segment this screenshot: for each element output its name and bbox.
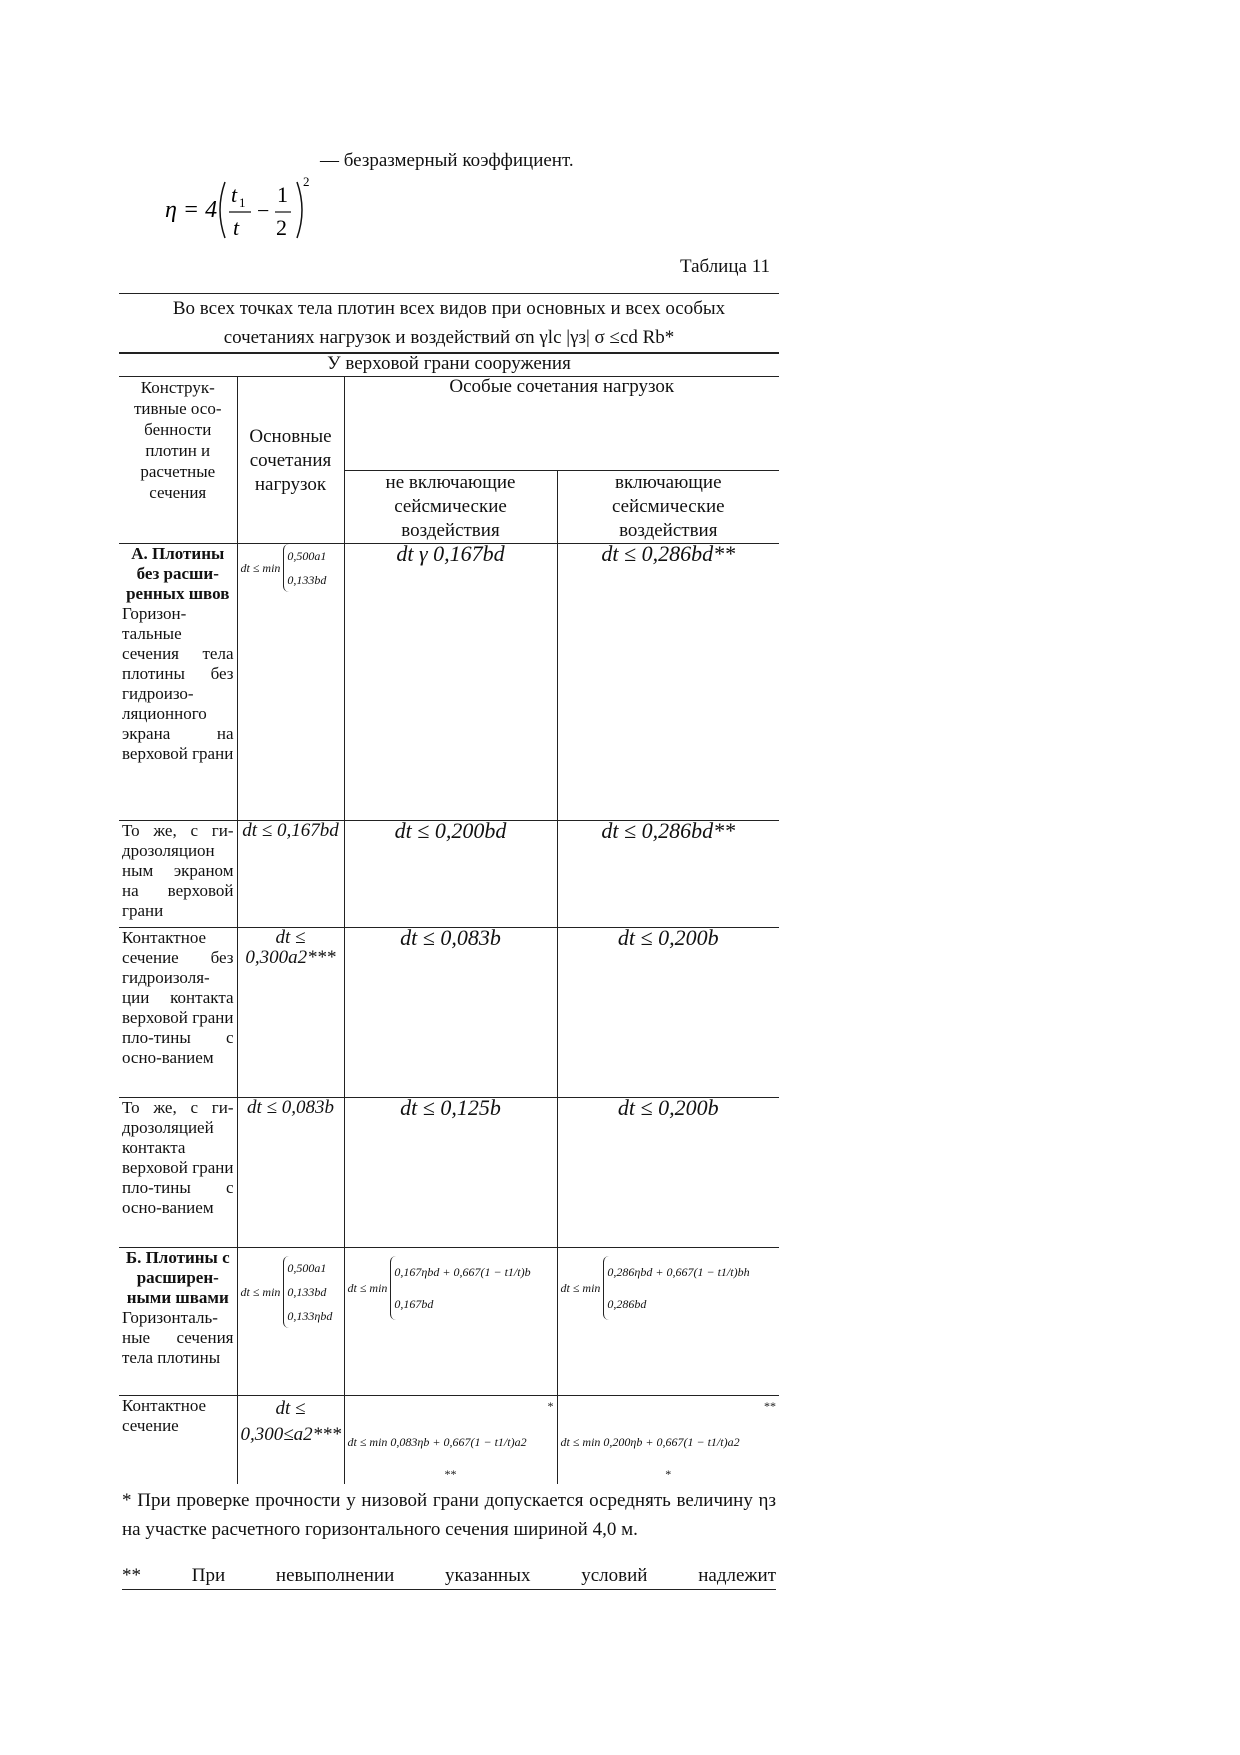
row-6-c4-star-top: ** [764, 1399, 777, 1413]
row-6-c4-star-bot: * [665, 1467, 672, 1481]
table-caption: Таблица 11 [679, 256, 770, 277]
row-3-c3: dt ≤ 0,083b [344, 928, 557, 1098]
row-6-c3-star-top: * [547, 1399, 554, 1413]
table-row [119, 1396, 779, 1485]
row-a-c1 [119, 544, 237, 821]
row-b-c2-c: 0,133bd [287, 1285, 327, 1299]
formula-num2: 1 [277, 182, 288, 207]
col-header-c2: Основные сочетания нагрузок [237, 377, 344, 544]
row-4-c3: dt ≤ 0,125b [344, 1098, 557, 1248]
row-b-c2-min: dt ≤ min [240, 1285, 281, 1299]
row-4-c1: То же, с ги-дрозоляцией контакта верховой грани пло-тины с осно-ванием [119, 1098, 237, 1248]
row-6-c3-formula: dt ≤ min 0,083ηb + 0,667(1 − t1/t)a2 [347, 1435, 527, 1449]
row-a-c2-min: dt ≤ min [240, 561, 281, 575]
row-b-c3-min: dt ≤ min [347, 1281, 388, 1295]
row-b-c4-brace [603, 1256, 749, 1320]
upstream-cell: У верховой грани сооружения [119, 353, 779, 377]
upstream-row [119, 353, 779, 377]
row-2-c2: dt ≤ 0,167bd [237, 821, 344, 928]
formula-exp: 2 [303, 174, 310, 189]
row-b-c2-b: 0,500a1 [287, 1261, 327, 1275]
row-b-title: Б. Плотины с расширен-ными швами [125, 1248, 230, 1307]
row-6-c3-star-bot: ** [444, 1467, 457, 1481]
table-row [119, 928, 779, 1098]
row-4-c4: dt ≤ 0,200b [557, 1098, 779, 1248]
formula-num1: t [231, 182, 238, 207]
row-6-c1: Контактное сечение [119, 1396, 237, 1485]
row-b-c3-brace [390, 1256, 530, 1320]
row-3-c2: dt ≤ 0,300a2*** [237, 928, 344, 1098]
formula-lhs: η = 4 [165, 197, 218, 223]
formula-den1: t [233, 215, 240, 240]
header-row [119, 294, 779, 354]
row-b-c2-d: 0,133ηbd [287, 1309, 333, 1323]
col-header-c3: не включающие сейсмические воздействия [344, 470, 557, 543]
row-6-c4-formula: dt ≤ min 0,200ηb + 0,667(1 − t1/t)a2 [560, 1435, 740, 1449]
row-6-c3 [344, 1396, 557, 1485]
eta-formula [165, 172, 315, 242]
row-6-c4 [557, 1396, 779, 1485]
row-b-c4-b: 0,286ηbd + 0,667(1 − t1/t)bh [607, 1265, 750, 1279]
row-a-c2-brace [283, 544, 326, 592]
row-b-c4-min: dt ≤ min [560, 1281, 601, 1295]
row-4-c2: dt ≤ 0,083b [237, 1098, 344, 1248]
row-3-c4: dt ≤ 0,200b [557, 928, 779, 1098]
col-header-c1: Конструк-тивные осо-бенности плотин и расчетные сечения [119, 377, 237, 544]
formula-den2: 2 [276, 215, 287, 240]
row-b-c1 [119, 1248, 237, 1396]
row-a-c2-c: 0,133bd [287, 573, 327, 587]
row-b-c4 [557, 1248, 779, 1396]
row-3-c1: Контактное сечение без гидроизоля-ции контакта верховой грани пло-тины с осно-ванием [119, 928, 237, 1098]
row-b-c3-c: 0,167bd [394, 1297, 434, 1311]
row-b-c4-c: 0,286bd [607, 1297, 647, 1311]
row-b-c2-brace [283, 1256, 332, 1328]
table-row [119, 821, 779, 928]
col-header-row-1 [119, 377, 779, 471]
table-row [119, 1098, 779, 1248]
formula-sub1: 1 [239, 195, 246, 210]
row-a-desc: Горизон-тальные сечения тела плотины без гидроизо-ляционного экрана на верховой грани [122, 604, 234, 763]
eta-description: — безразмерный коэффициент. [320, 150, 574, 171]
header-line2: сочетаниях нагрузок и воздействий σn γlc |γз| σ ≤cd Rb* [223, 327, 675, 348]
row-b-c2 [237, 1248, 344, 1396]
footnote-1: * При проверке прочности у низовой грани допускается осреднять величину ηз на участке расчетного горизонтального сечения шириной 4,0 м. [122, 1490, 776, 1540]
row-b-desc: Горизонталь-ные сечения тела плотины [122, 1308, 234, 1367]
header-line1: Во всех точках тела плотин всех видов при основных и всех особых [172, 298, 726, 319]
col-header-c4: включающие сейсмические воздействия [557, 470, 779, 543]
header-cell [119, 294, 779, 354]
table-row [119, 1248, 779, 1396]
row-b-c3-b: 0,167ηbd + 0,667(1 − t1/t)b [394, 1265, 531, 1279]
row-a-c2 [237, 544, 344, 821]
row-a-c3: dt γ 0,167bd [344, 544, 557, 821]
row-a-c2-b: 0,500a1 [287, 549, 327, 563]
row-a-c4: dt ≤ 0,286bd** [557, 544, 779, 821]
row-2-c3: dt ≤ 0,200bd [344, 821, 557, 928]
row-6-c2: dt ≤ 0,300≤a2*** [237, 1396, 344, 1485]
footnote-2: ** При невыполнении указанных условий надлежит [122, 1563, 776, 1590]
row-a-title: А. Плотины без расши-ренных швов [126, 544, 230, 603]
stress-table [119, 293, 779, 1484]
row-2-c1: То же, с ги-дрозоляцион ным экраном на верховой грани [119, 821, 237, 928]
row-2-c4: dt ≤ 0,286bd** [557, 821, 779, 928]
col-header-special: Особые сочетания нагрузок [344, 377, 779, 471]
formula-minus: − [257, 198, 270, 223]
row-b-c3 [344, 1248, 557, 1396]
table-row [119, 544, 779, 821]
